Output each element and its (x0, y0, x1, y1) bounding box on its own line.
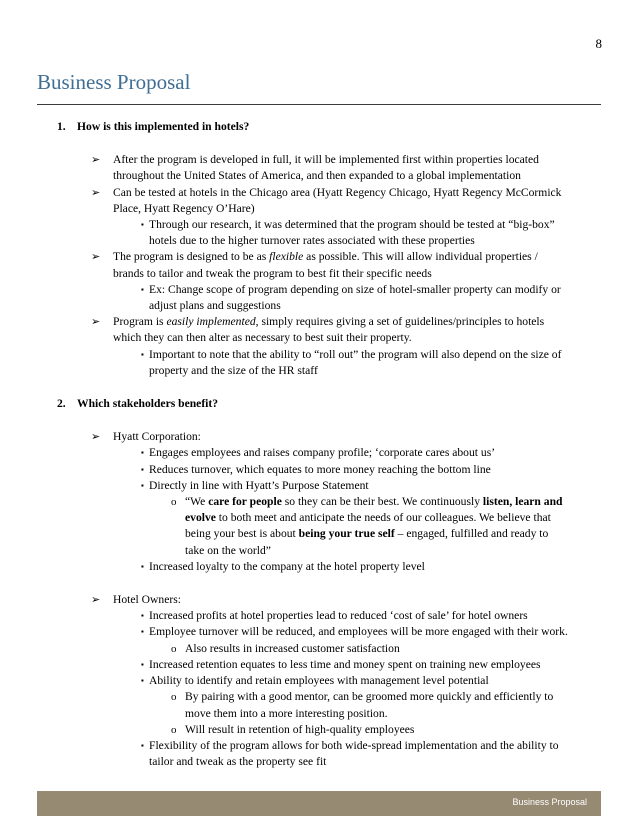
square-bullet-icon: ▪ (141, 464, 144, 474)
list-item: ▪ Through our research, it was determined that the program should be tested at “big-box” hotels due to the higher turnover rates associated with these properties (141, 218, 555, 248)
document-title: Business Proposal (37, 70, 191, 94)
list-item: ➢ After the program is developed in full, it will be implemented first within properties located throughout the United States of America, and then expanded to a global implementation (91, 153, 539, 183)
square-bullet-icon: ▪ (141, 349, 144, 359)
footer-label: Business Proposal (512, 797, 587, 807)
square-bullet-icon: ▪ (141, 659, 144, 669)
square-bullet-icon: ▪ (141, 611, 144, 621)
square-bullet-icon: ▪ (141, 448, 144, 458)
arrow-bullet-icon: ➢ (91, 154, 101, 167)
square-bullet-icon: ▪ (141, 676, 144, 686)
arrow-bullet-icon: ➢ (91, 186, 101, 199)
arrow-bullet-icon: ➢ (91, 431, 101, 444)
footer-bar (37, 791, 601, 816)
section-heading-implementation: 1. How is this implemented in hotels? (57, 120, 250, 133)
list-item: o “We care for people so they can be their best. We continuously listen, learn and evolve to both meet and anticipate the needs of our colleagues. We believe that being your best is about being your true self – engaged, fulfilled and ready to take on the world” (171, 495, 563, 557)
square-bullet-icon: ▪ (141, 284, 144, 294)
list-item: ➢ Program is easily implemented, simply requires giving a set of guidelines/principles to hotels which they can then alter as necessary to best suit their property. (91, 315, 545, 345)
list-item: ➢ Can be tested at hotels in the Chicago area (Hyatt Regency Chicago, Hyatt Regency McCormick Place, Hyatt Regency O’Hare) (91, 185, 562, 215)
list-item: o Will result in retention of high-quality employees (37, 722, 601, 738)
title-divider (37, 104, 601, 105)
list-item: ▪ Employee turnover will be reduced, and employees will be more engaged with their work. (37, 624, 601, 640)
list-item: ▪ Increased profits at hotel properties lead to reduced ‘cost of sale’ for hotel owners (37, 608, 601, 624)
list-item: ➢ Hotel Owners: (37, 592, 601, 608)
list-item: ▪ Ability to identify and retain employees with management level potential (37, 673, 601, 689)
list-item: ▪ Engages employees and raises company profile; ‘corporate cares about us’ (37, 445, 601, 461)
arrow-bullet-icon: ➢ (91, 251, 101, 264)
list-item: ▪ Reduces turnover, which equates to more money reaching the bottom line (37, 462, 601, 478)
square-bullet-icon: ▪ (141, 627, 144, 637)
list-item: ▪ Increased retention equates to less time and money spent on training new employees (37, 657, 601, 673)
circle-bullet-icon: o (171, 642, 177, 655)
circle-bullet-icon: o (171, 723, 177, 736)
document-body (37, 119, 601, 770)
page-number: 8 (595, 36, 602, 51)
list-item: ➢ The program is designed to be as flexible as possible. This will allow individual properties / brands to tailor and tweak the program to best fit their specific needs (91, 250, 538, 280)
list-item: ▪ Increased loyalty to the company at the hotel property level (37, 559, 601, 575)
list-item: ▪ Important to note that the ability to “roll out” the program will also depend on the size of property and the size of the HR staff (141, 347, 562, 377)
list-item: ➢ Hyatt Corporation: (37, 429, 601, 445)
list-item: ▪ Flexibility of the program allows for both wide-spread implementation and the ability to tailor and tweak as the property see fit (141, 738, 559, 769)
list-item: o Also results in increased customer satisfaction (37, 641, 601, 657)
arrow-bullet-icon: ➢ (91, 316, 101, 329)
list-item: o By pairing with a good mentor, can be groomed more quickly and efficiently to move them into a more interesting position. (171, 690, 554, 720)
list-item: ▪ Ex: Change scope of program depending on size of hotel-smaller property can modify or adjust plans and suggestions (141, 282, 561, 313)
circle-bullet-icon: o (171, 691, 177, 704)
section-heading-stakeholders: 2. Which stakeholders benefit? (57, 397, 219, 411)
list-item: ▪ Directly in line with Hyatt’s Purpose Statement (37, 478, 601, 494)
arrow-bullet-icon: ➢ (91, 594, 101, 607)
circle-bullet-icon: o (171, 496, 177, 509)
square-bullet-icon: ▪ (141, 561, 144, 571)
square-bullet-icon: ▪ (141, 480, 144, 490)
square-bullet-icon: ▪ (141, 740, 144, 750)
square-bullet-icon: ▪ (141, 220, 144, 230)
